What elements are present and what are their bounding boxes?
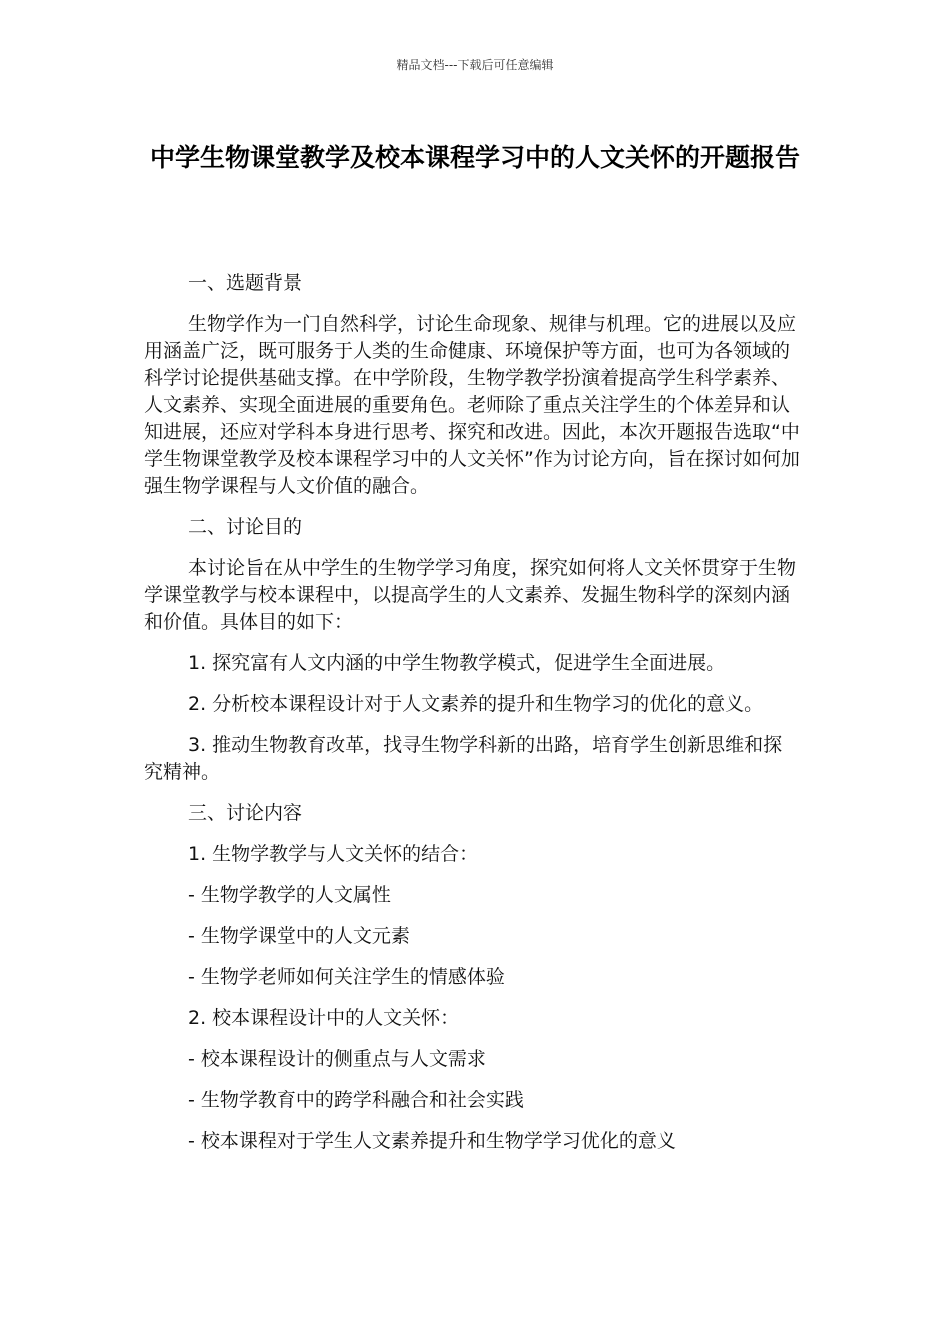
section-heading-purpose: 二、讨论目的 [188,516,303,538]
list-item: 1. 生物学教学与人文关怀的结合： [188,843,479,865]
section-heading-background: 一、选题背景 [188,272,303,294]
page-header: 精品文档---下载后可任意编辑 [396,58,554,72]
sub-list-item: - 生物学课堂中的人文元素 [188,925,410,947]
section-heading-content: 三、讨论内容 [188,802,303,824]
list-item: 2. 分析校本课程设计对于人文素养的提升和生物学习的优化的意义。 [188,693,764,715]
sub-list-item: - 校本课程对于学生人文素养提升和生物学学习优化的意义 [188,1130,676,1152]
sub-list-item: - 生物学教学的人文属性 [188,884,391,906]
document-body [144,270,800,1169]
list-item: 3. 推动生物教育改革，找寻生物学科新的出路，培育学生创新思维和探究精神。 [144,734,783,783]
sub-list-item: - 生物学教育中的跨学科融合和社会实践 [188,1089,524,1111]
paragraph-purpose: 本讨论旨在从中学生的生物学学习角度，探究如何将人文关怀贯穿于生物学课堂教学与校本课程中，以提高学生的人文素养、发掘生物科学的深刻内涵和价值。具体目的如下： [144,557,797,633]
sub-list-item: - 生物学老师如何关注学生的情感体验 [188,966,505,988]
document-title: 中学生物课堂教学及校本课程学习中的人文关怀的开题报告 [149,143,800,172]
paragraph-background: 生物学作为一门自然科学，讨论生命现象、规律与机理。它的进展以及应用涵盖广泛，既可服务于人类的生命健康、环境保护等方面，也可为各领域的科学讨论提供基础支撑。在中学阶段，生物学教学扮演着提高学生科学素养、人文素养、实现全面进展的重要角色。老师除了重点关注学生的个体差异和认知进展，还应对学科本身进行思考、探究和改进。因此，本次开题报告选取“中学生物课堂教学及校本课程学习中的人文关怀”作为讨论方向，旨在探讨如何加强生物学课程与人文价值的融合。 [144,313,800,497]
list-item: 1. 探究富有人文内涵的中学生物教学模式，促进学生全面进展。 [188,652,726,674]
sub-list-item: - 校本课程设计的侧重点与人文需求 [188,1048,486,1070]
list-item: 2. 校本课程设计中的人文关怀： [188,1007,460,1029]
